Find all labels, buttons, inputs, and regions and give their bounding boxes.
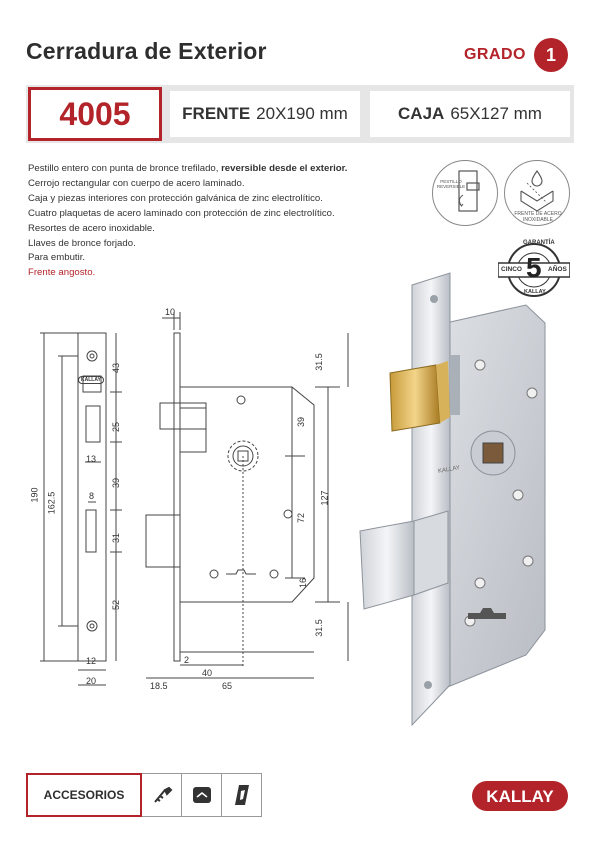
dim-label: 65 (222, 681, 233, 691)
faceplate-brand-mark: KALLAY (78, 376, 104, 384)
technical-drawing (30, 300, 350, 700)
feature-item (28, 162, 347, 177)
accessories-label: ACCESORIOS (26, 773, 142, 817)
dim-label: 39 (296, 416, 307, 428)
page-title: Cerradura de Exterior (26, 38, 267, 64)
accessory-key (142, 773, 182, 817)
caja-value: 65X127 mm (450, 104, 542, 123)
dim-label: 52 (111, 599, 122, 611)
warranty-top-text: GARANTÍA (523, 240, 555, 246)
dim-label: 31.5 (313, 353, 324, 371)
dim-label: 31.5 (313, 619, 324, 637)
dim-label: 25 (111, 421, 122, 433)
lock-product-image (350, 265, 590, 735)
keyhole-shape (226, 570, 256, 574)
deadbolt (146, 515, 180, 567)
caja-spec (370, 91, 570, 137)
feature-item: Para embutir. (28, 252, 86, 264)
dim-label: 20 (86, 676, 97, 686)
feature-item: Resortes de acero inoxidable. (28, 222, 155, 234)
caja-label: CAJA (398, 104, 445, 123)
feature-item: Caja y piezas interiores con protección galvánica de zinc electrolítico. (28, 192, 323, 204)
faceplate-side-view (174, 333, 180, 661)
dim-label: 127 (319, 490, 330, 506)
dim-label: 72 (296, 512, 307, 524)
lock-engraving: KALLAY (437, 465, 461, 475)
accessories-row (26, 773, 262, 817)
feature-item: Cuatro plaquetas de acero laminado con protección de zinc electrolítico. (28, 207, 335, 219)
frente-spec (170, 91, 360, 137)
key-icon (149, 782, 175, 808)
brass-latch (390, 365, 440, 431)
dim-label: 2 (184, 655, 190, 665)
reversible-latch-caption: PESTILLO REVERSIBLE (436, 179, 466, 189)
dim-label: 162.5 (46, 491, 57, 515)
frente-value: 20X190 mm (256, 104, 348, 123)
reversible-latch-icon (433, 161, 497, 225)
warranty-right-text: AÑOS (548, 266, 567, 273)
dim-label: 10 (165, 307, 176, 317)
warranty-number: 5 (526, 252, 542, 283)
dim-label: 16 (298, 577, 309, 589)
warranty-bottom-text: KALLAY (524, 289, 546, 295)
dim-label: 31 (111, 532, 122, 544)
grade-badge (464, 38, 568, 72)
kallay-logo (470, 779, 570, 813)
stainless-face-badge (504, 160, 570, 226)
dim-label: 190 (29, 487, 40, 503)
frente-label: FRENTE (182, 104, 251, 123)
feature-highlight: reversible desde el exterior. (221, 163, 348, 174)
latch-bolt (160, 403, 206, 429)
faceplate (412, 273, 450, 725)
dim-label: 18.5 (150, 681, 168, 691)
stainless-face-caption: FRENTE DE ACERO INOXIDABLE (514, 211, 562, 223)
strike-plate-icon (229, 782, 255, 808)
svg-text:KALLAY: KALLAY (486, 787, 554, 806)
grade-label: GRADO (463, 46, 526, 63)
accessory-escutcheon (182, 773, 222, 817)
reversible-latch-badge (432, 160, 498, 226)
lock-body-outline (180, 387, 314, 602)
dim-label: 12 (86, 656, 97, 666)
feature-item: Frente angosto. (28, 267, 96, 279)
dim-label: 8 (89, 491, 95, 501)
dim-label: 13 (86, 454, 97, 464)
dim-label: 40 (202, 668, 213, 678)
warranty-left-text: CINCO (501, 266, 522, 273)
deadbolt-bolt (360, 521, 414, 609)
feature-item: Llaves de bronce forjado. (28, 237, 136, 249)
kallay-logo-shape (470, 779, 570, 813)
accessory-strike-plate (222, 773, 262, 817)
feature-list (28, 162, 347, 281)
feature-text: Pestillo entero con punta de bronce trefilado, (28, 163, 222, 174)
escutcheon-icon (189, 782, 215, 808)
dim-label: 39 (111, 477, 122, 489)
dim-label: 43 (111, 362, 122, 374)
grade-number: 1 (534, 38, 568, 72)
model-number: 4005 (28, 87, 162, 141)
feature-item: Cerrojo rectangular con cuerpo de acero laminado. (28, 177, 245, 189)
